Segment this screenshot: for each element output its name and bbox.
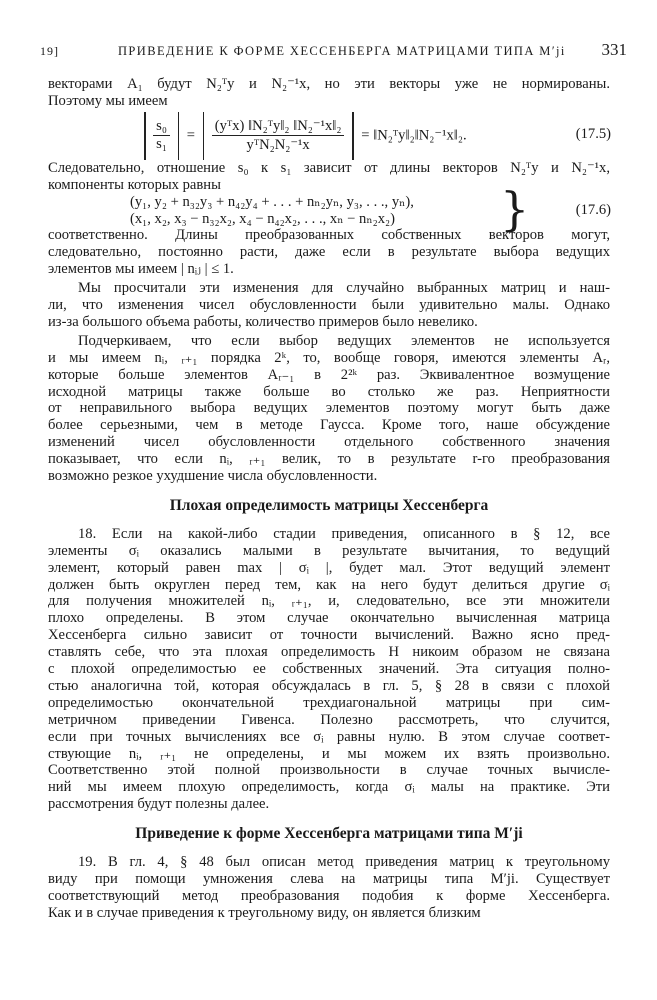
text-line: стью аналогична той, которая обсуждалась в гл. 5, § 28 в связи с плохой [48, 677, 610, 694]
text-line: плохо определены. В этом случае окончательно вычисленная матрица [48, 610, 610, 627]
running-title: ПРИВЕДЕНИЕ К ФОРМЕ ХЕССЕНБЕРГА МАТРИЦАМИ ТИПА M′ji [118, 44, 566, 58]
equation-label: (17.5) [575, 125, 611, 142]
equation-rhs: = ‖N₂ᵀy‖₂‖N₂⁻¹x‖₂. [361, 127, 467, 144]
text-line: соответствующий метод преобразования подобия к форме Хессенберга. [48, 887, 610, 904]
text-line: Подчеркиваем, что если выбор ведущих элементов не используется [78, 332, 610, 349]
text-line: исходной матрицы также больше во столько же раз. Неприятности [48, 383, 610, 400]
section-marker: 19] [40, 44, 59, 58]
section-heading: Плохая определимость матрицы Хессенберга [169, 496, 489, 514]
equation-17-6-line1: (y₁, y₂ + n₃₂y₃ + n₄₂y₄ + . . . + nₙ₂yₙ, y₃, . . ., yₙ), [130, 193, 414, 210]
text-line: компоненты которых равны [48, 176, 221, 193]
text-line: ний мы имеем плохую определимость, когда σᵢ малы на практике. Эти [48, 779, 610, 796]
text-line: ставлять себе, что эта плохая определимость H никоим образом не связана [48, 644, 610, 661]
text-line: Мы просчитали эти изменения для случайно выбранных матриц и наш- [78, 280, 610, 297]
text-line: соответственно. Длины преобразованных собственных векторов могут, [48, 227, 610, 244]
running-header [40, 42, 627, 64]
text-line: Хессенберга сильно зависит от точности вычислений. Важно ясно пред- [48, 627, 610, 644]
equation-17-5: $\frac{\text{s₀}}{\text{s₁}}$ = $\frac{\text{(yᵀx) ‖N₂ᵀy‖₂ ‖N₂⁻¹x‖₂}}{\text{yᵀN₂N₂⁻¹x}}$ = ‖N₂ᵀy‖₂‖N₂⁻¹x‖₂. [140, 112, 467, 160]
text-line: с плохой определимостью ее собственных значений. Эта ситуация полно- [48, 661, 610, 677]
equation-17-6-line2: (x₁, x₂, x₃ − n₃₂x₂, x₄ − n₄₂x₂, . . ., xₙ − nₙ₂x₂) [130, 210, 395, 227]
text-line: 19. В гл. 4, § 48 был описан метод приведения матриц к треугольному [78, 854, 610, 870]
text-line: Как и в случае приведения к треугольному виду, он является близким [48, 904, 481, 921]
fraction-main: $\frac{\text{(yᵀx) ‖N₂ᵀy‖₂ ‖N₂⁻¹x‖₂}}{\text{yᵀN₂N₂⁻¹x}}$ [212, 117, 345, 154]
text-line: для получения множителей nᵢ, ᵣ₊₁, и, следовательно, все эти множители [48, 593, 610, 610]
equation-label: (17.6) [575, 201, 611, 218]
text-line: 18. Если на какой-либо стадии приведения, описанного в § 12, все [78, 525, 610, 542]
text-line: от неправильного выбора ведущих элементов поэтому могут быть даже [48, 400, 610, 417]
text-line: определимостью окончательной трехдиагональной матрицы при сим- [48, 694, 610, 711]
text-line: следовательно, постоянно расти, даже если в результате выбора ведущих [48, 244, 610, 261]
right-brace: } [500, 181, 530, 236]
text-line: изменений чисел обусловленности отдельного собственного значения [48, 434, 610, 451]
text-line: более серьезными, чем в методе Гаусса. Кроме того, наше обсуждение [48, 417, 610, 434]
page-number: 331 [601, 40, 627, 59]
text-line: и мы имеем nᵢ, ᵣ₊₁ порядка 2ᵏ, то, вообще говоря, имеются элементы Aᵣ, [48, 349, 610, 366]
text-line: из-за большого объема работы, количество примеров было невелико. [48, 313, 478, 330]
text-line: векторами A₁ будут N₂ᵀy и N₂⁻¹x, но эти векторы уже не нормированы. [48, 76, 610, 92]
text-line: элементов мы имеем | nᵢⱼ | ≤ 1. [48, 261, 234, 278]
text-line: Соответственно этой полной произвольности в случае точных вычисле- [48, 762, 610, 779]
fraction-s0-s1: $\frac{\text{s₀}}{\text{s₁}}$ [153, 118, 170, 153]
text-line: Следовательно, отношение s₀ к s₁ зависит от длины векторов N₂ᵀy и N₂⁻¹x, [48, 159, 610, 176]
text-line: возможно резкое ухудшение числа обусловленности. [48, 468, 378, 484]
text-line: ли, что изменения чисел обусловленности были удивительно малы. Однако [48, 297, 610, 313]
text-line: если при точных вычислениях все σᵢ равны нулю. В этом случае соответ- [48, 728, 610, 745]
section-heading-2: Приведение к форме Хессенберга матрицами типа M′ji [135, 825, 523, 843]
text-line: элементы σᵢ оказались малыми в результате вычитания, то ведущий [48, 542, 610, 559]
text-line: виду при помощи умножения слева на матрицы типа M′ji. Существует [48, 870, 610, 887]
text-line: рассмотрения будут полезны далее. [48, 796, 270, 813]
text-line: Поэтому мы имеем [48, 92, 168, 109]
text-line: показывает, что если nᵢ, ᵣ₊₁ велик, то в результате r-го преобразования [48, 451, 610, 468]
text-line: метричном приведении Гивенса. Полезно рассмотреть, что случится, [48, 711, 610, 728]
text-line: должен быть округлен перед тем, как на него будут делиться другие σᵢ [48, 576, 610, 593]
text-line: ствующие nᵢ, ᵣ₊₁ не определены, и мы можем их взять произвольно. [48, 745, 610, 762]
text-line: элемент, который равен max | σᵢ |, будет мал. Этот ведущий элемент [48, 559, 610, 576]
text-line: которые больше элементов Aᵣ₋₁ в 2²ᵏ раз. Эквивалентное возмущение [48, 366, 610, 383]
